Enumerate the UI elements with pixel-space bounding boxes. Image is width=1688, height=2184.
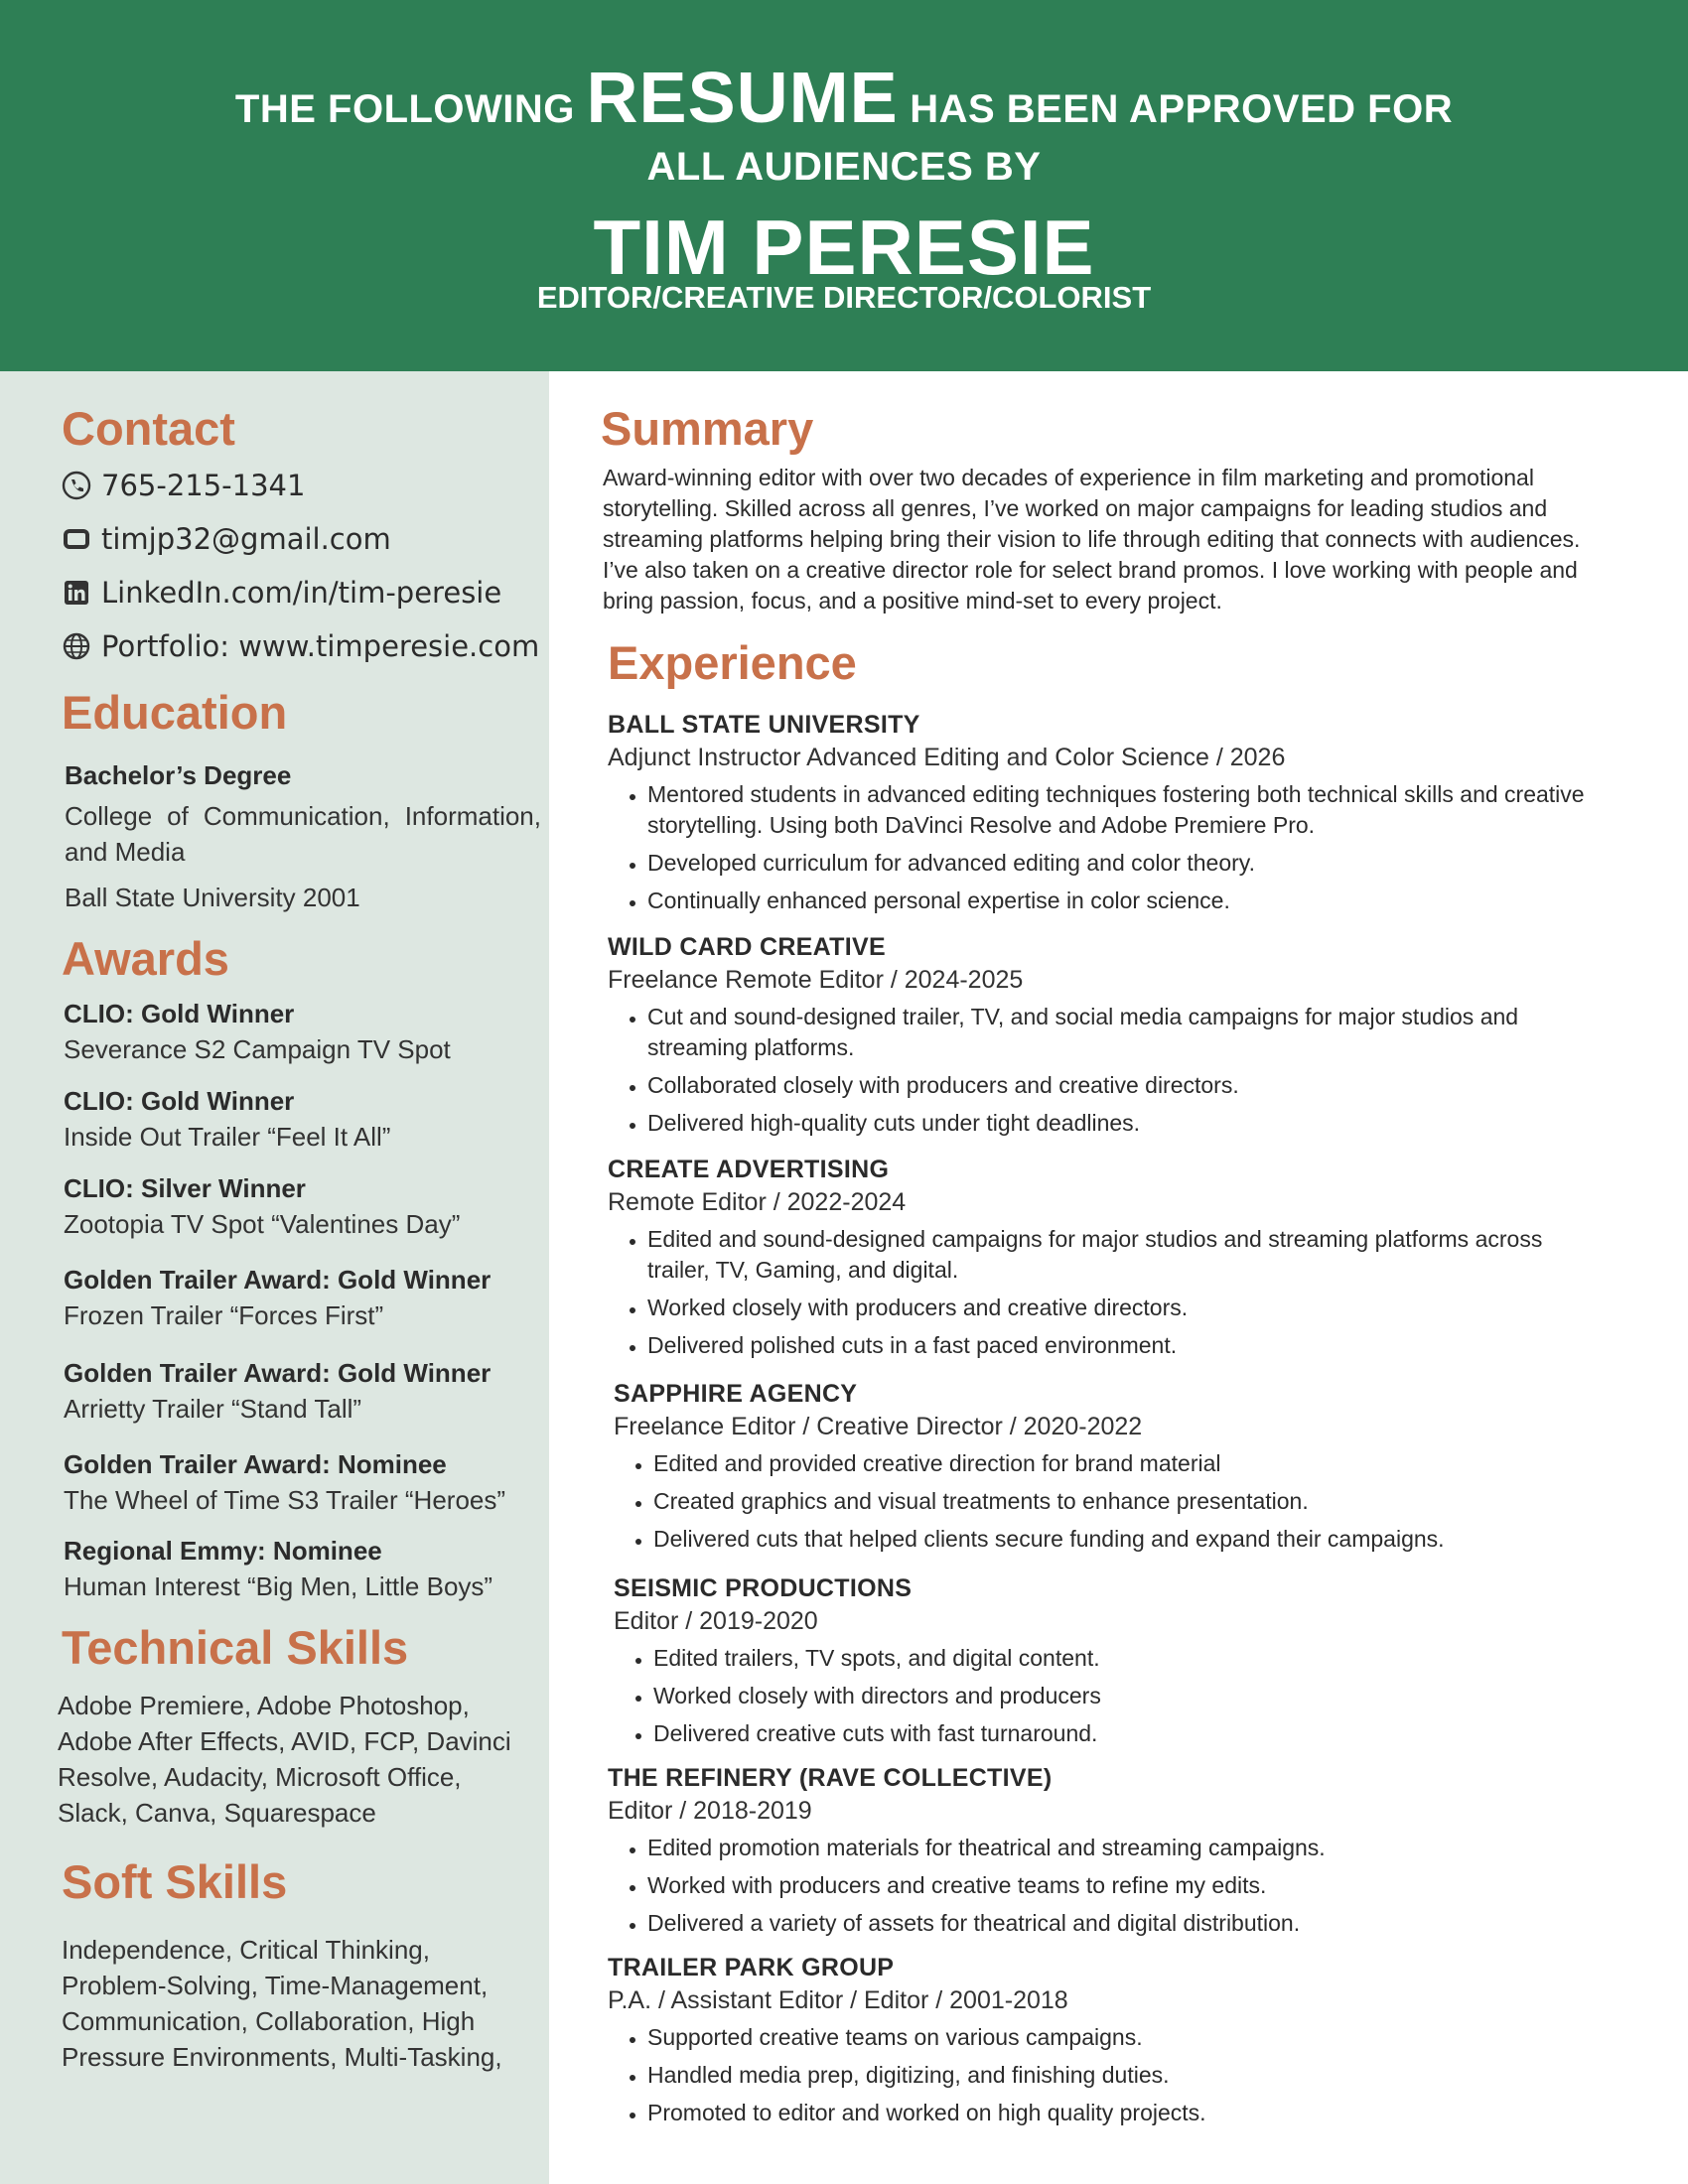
- contact-heading: Contact: [62, 402, 235, 455]
- job-company: WILD CARD CREATIVE: [608, 933, 886, 961]
- summary-text: Award-winning editor with over two decades of experience in film marketing and promotional storytelling. Skilled across all genres, I’ve worked on major campaigns for leading studios and streaming platforms helping bring their vision to life through editing that connects with audiences. I’ve also taken on a creative director role for select brand promos. I love working with people and bring passion, focus, and a positive mind-set to every project.: [603, 465, 1581, 614]
- phone-text: 765-215-1341: [101, 469, 306, 502]
- award-subtitle: Arrietty Trailer “Stand Tall”: [64, 1394, 362, 1424]
- contact-phone[interactable]: [62, 469, 305, 502]
- job-bullet: • Cut and sound-designed trailer, TV, and social media campaigns for major studios and streaming platforms.: [647, 1002, 1601, 1063]
- contact-linkedin[interactable]: [62, 576, 501, 610]
- job-bullet: • Delivered cuts that helped clients secure funding and expand their campaigns.: [653, 1524, 1607, 1555]
- job-position: Editor / 2019-2020: [614, 1607, 818, 1635]
- job-entry: [608, 1154, 1601, 1368]
- job-position: P.A. / Assistant Editor / Editor / 2001-2018: [608, 1986, 1068, 2014]
- award-title: Golden Trailer Award: Nominee: [64, 1449, 447, 1479]
- linkedin-icon: [62, 578, 91, 608]
- experience-heading: Experience: [608, 636, 857, 689]
- job-entry: [608, 709, 1601, 923]
- header-line-1: [0, 58, 1688, 139]
- awards-heading: Awards: [62, 932, 229, 985]
- award-subtitle: The Wheel of Time S3 Trailer “Heroes”: [64, 1485, 506, 1515]
- job-bullet: • Edited and provided creative direction for brand material: [653, 1448, 1607, 1479]
- job-bullets: [608, 2022, 1601, 2128]
- job-bullet: • Delivered polished cuts in a fast paced environment.: [647, 1330, 1601, 1361]
- job-entry: [614, 1572, 1607, 1756]
- candidate-name: TIM PERESIE: [593, 204, 1095, 291]
- header-line1-pre: THE FOLLOWING: [234, 87, 575, 131]
- job-bullet: • Collaborated closely with producers and creative directors.: [647, 1070, 1601, 1101]
- award-title: CLIO: Silver Winner: [64, 1173, 306, 1203]
- job-position: Freelance Remote Editor / 2024-2025: [608, 966, 1024, 994]
- job-bullet: • Mentored students in advanced editing techniques fostering both technical skills and creative storytelling. Using both DaVinci Resolve and Adobe Premiere Pro.: [647, 779, 1601, 841]
- job-company: TRAILER PARK GROUP: [608, 1954, 895, 1981]
- technical-skills-heading: Technical Skills: [62, 1621, 409, 1674]
- job-bullets: [608, 779, 1601, 916]
- contact-portfolio[interactable]: [62, 629, 539, 663]
- candidate-role: EDITOR/CREATIVE DIRECTOR/COLORIST: [536, 280, 1152, 315]
- job-bullet: • Worked closely with directors and producers: [653, 1681, 1607, 1711]
- education-heading: Education: [62, 686, 288, 739]
- technical-skills-text: Adobe Premiere, Adobe Photoshop, Adobe After Effects, AVID, FCP, Davinci Resolve, Audacity, Microsoft Office, Slack, Canva, Squarespace: [58, 1691, 511, 1828]
- award-subtitle: Inside Out Trailer “Feel It All”: [64, 1122, 391, 1152]
- job-entry: [608, 1952, 1601, 2135]
- job-position: Adjunct Instructor Advanced Editing and Color Science / 2026: [608, 744, 1286, 771]
- job-bullets: [608, 1002, 1601, 1139]
- header-line1-post: HAS BEEN APPROVED FOR: [910, 87, 1454, 131]
- job-position: Freelance Editor / Creative Director / 2020-2022: [614, 1413, 1143, 1440]
- job-company: BALL STATE UNIVERSITY: [608, 711, 920, 739]
- job-company: CREATE ADVERTISING: [608, 1156, 890, 1183]
- job-entry: [608, 1762, 1601, 1946]
- globe-icon: [62, 631, 91, 661]
- job-bullet: • Delivered creative cuts with fast turnaround.: [653, 1718, 1607, 1749]
- job-bullet: • Created graphics and visual treatments to enhance presentation.: [653, 1486, 1607, 1517]
- education-degree: Bachelor’s Degree: [65, 760, 292, 790]
- soft-skills-heading: Soft Skills: [62, 1855, 288, 1908]
- contact-email[interactable]: [62, 522, 391, 556]
- job-bullet: • Developed curriculum for advanced editing and color theory.: [647, 848, 1601, 879]
- award-subtitle: Human Interest “Big Men, Little Boys”: [64, 1571, 493, 1601]
- award-subtitle: Zootopia TV Spot “Valentines Day”: [64, 1209, 461, 1239]
- job-bullet: • Edited and sound-designed campaigns for major studios and streaming platforms across trailer, TV, Gaming, and digital.: [647, 1224, 1601, 1286]
- award-title: CLIO: Gold Winner: [64, 999, 295, 1028]
- header-resume-word: RESUME: [586, 59, 899, 138]
- award-subtitle: Severance S2 Campaign TV Spot: [64, 1034, 451, 1064]
- award-title: CLIO: Gold Winner: [64, 1086, 295, 1116]
- summary-heading: Summary: [601, 402, 814, 455]
- job-position: Editor / 2018-2019: [608, 1797, 812, 1825]
- job-bullet: • Worked with producers and creative teams to refine my edits.: [647, 1870, 1601, 1901]
- award-title: Golden Trailer Award: Gold Winner: [64, 1265, 492, 1295]
- job-bullet: • Worked closely with producers and creative directors.: [647, 1293, 1601, 1323]
- job-bullet: • Edited promotion materials for theatrical and streaming campaigns.: [647, 1833, 1601, 1863]
- job-bullet: • Delivered high-quality cuts under tight deadlines.: [647, 1108, 1601, 1139]
- job-bullet: • Handled media prep, digitizing, and finishing duties.: [647, 2060, 1601, 2091]
- education-school: Ball State University 2001: [65, 883, 360, 912]
- education-college: College of Communication, Information, and Media: [65, 801, 541, 867]
- job-bullets: [614, 1643, 1607, 1749]
- job-bullet: • Supported creative teams on various campaigns.: [647, 2022, 1601, 2053]
- job-position: Remote Editor / 2022-2024: [608, 1188, 907, 1216]
- job-bullet: • Continually enhanced personal expertise in color science.: [647, 886, 1601, 916]
- portfolio-text: Portfolio: www.timperesie.com: [101, 629, 540, 663]
- header-banner: [0, 0, 1688, 371]
- job-company: SAPPHIRE AGENCY: [614, 1380, 858, 1408]
- job-bullets: [608, 1833, 1601, 1939]
- soft-skills-text: Independence, Critical Thinking, Problem-Solving, Time-Management, Communication, Collaboration, High Pressure Environments, Multi-Tasking,: [62, 1935, 502, 2072]
- email-text: timjp32@gmail.com: [101, 522, 391, 556]
- award-title: Golden Trailer Award: Gold Winner: [64, 1358, 492, 1388]
- job-bullets: [614, 1448, 1607, 1555]
- email-icon: [62, 524, 91, 554]
- header-line-2: ALL AUDIENCES BY: [646, 145, 1042, 189]
- job-bullet: • Delivered a variety of assets for theatrical and digital distribution.: [647, 1908, 1601, 1939]
- job-bullet: • Edited trailers, TV spots, and digital content.: [653, 1643, 1607, 1674]
- job-company: SEISMIC PRODUCTIONS: [614, 1574, 913, 1602]
- job-bullets: [608, 1224, 1601, 1361]
- job-entry: [608, 931, 1601, 1146]
- phone-icon: [62, 471, 91, 500]
- job-entry: [614, 1378, 1607, 1562]
- job-company: THE REFINERY (RAVE COLLECTIVE): [608, 1764, 1053, 1792]
- award-title: Regional Emmy: Nominee: [64, 1536, 382, 1566]
- award-subtitle: Frozen Trailer “Forces First”: [64, 1300, 384, 1330]
- linkedin-text: LinkedIn.com/in/tim-peresie: [101, 576, 502, 610]
- job-bullet: • Promoted to editor and worked on high quality projects.: [647, 2098, 1601, 2128]
